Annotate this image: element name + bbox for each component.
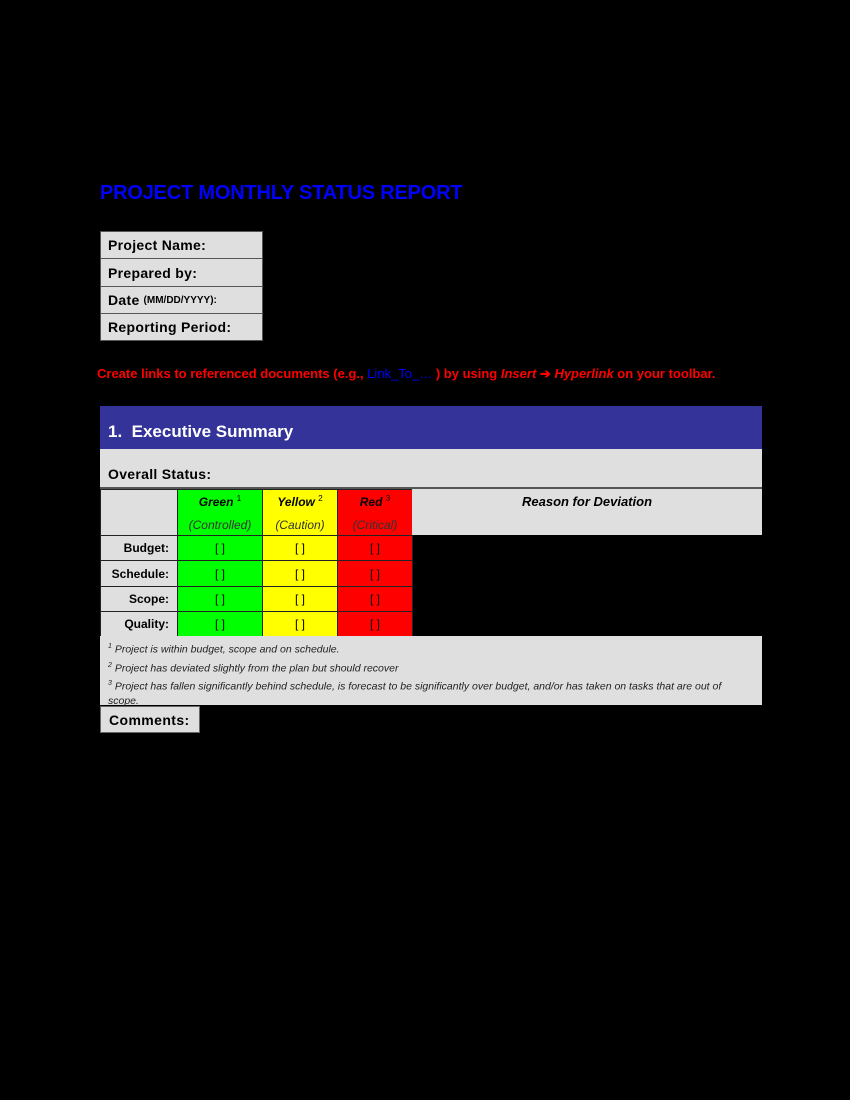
column-subtitle: (Caution) [275,518,325,532]
page-title: PROJECT MONTHLY STATUS REPORT [100,182,463,204]
footnote-number: 1 [108,643,112,650]
section-header-executive-summary [100,406,762,449]
hyperlink-instruction [97,366,716,382]
column-name: Yellow [277,495,315,509]
hyperlink-menu-ref: Hyperlink [554,366,614,381]
row-label-schedule: Schedule: [100,560,178,587]
prepared-by-label [100,258,263,287]
field-label: Reporting Period: [108,319,232,335]
instruction-text: on your toolbar. [613,366,716,381]
footnote-3 [108,677,754,708]
footnote-number: 2 [108,661,112,669]
arrow-right-icon: ➔ [539,366,551,381]
footnote-1 [108,640,754,657]
scope-green-checkbox[interactable]: [ ] [177,586,263,612]
column-subtitle: (Critical) [352,518,398,532]
footnote-text: Project is within budget, scope and on schedule. [114,643,340,656]
footnote-number: 3 [108,680,112,687]
footnote-ref: 3 [385,494,391,503]
column-name: Red [359,495,383,509]
column-header-yellow [262,489,338,536]
reason-for-deviation-header: Reason for Deviation [412,489,762,535]
column-subtitle: (Controlled) [188,518,252,532]
scope-yellow-checkbox[interactable]: [ ] [262,586,338,612]
instruction-text: ) by using [432,366,501,381]
row-label-budget: Budget: [100,535,178,561]
reporting-period-label [100,313,263,341]
overall-status-label: Overall Status: [100,449,762,489]
row-label-quality: Quality: [100,611,178,637]
comments-label: Comments: [100,706,200,733]
schedule-green-checkbox[interactable]: [ ] [177,560,263,587]
schedule-red-checkbox[interactable]: [ ] [337,560,413,587]
column-name: Green [198,495,234,509]
example-link[interactable]: Link_To_… [367,366,433,381]
footnote-2 [108,659,754,676]
quality-green-checkbox[interactable]: [ ] [177,611,263,637]
status-footnotes [100,636,762,705]
scope-red-checkbox[interactable]: [ ] [337,586,413,612]
field-label: Project Name: [108,237,207,253]
quality-yellow-checkbox[interactable]: [ ] [262,611,338,637]
section-number: 1. [108,422,123,441]
instruction-text: Create links to referenced documents (e.g., [97,366,368,381]
section-title: Executive Summary [131,422,294,441]
schedule-yellow-checkbox[interactable]: [ ] [262,560,338,587]
footnote-ref: 2 [318,494,323,503]
project-name-label [100,231,263,259]
insert-menu-ref: Insert [500,366,537,381]
status-table-corner [100,489,178,536]
budget-green-checkbox[interactable]: [ ] [177,535,263,561]
budget-yellow-checkbox[interactable]: [ ] [262,535,338,561]
footnote-text: Project has deviated slightly from the plan but should recover [114,662,399,674]
budget-red-checkbox[interactable]: [ ] [337,535,413,561]
date-format-hint: (MM/DD/YYYY): [143,294,217,306]
column-header-red [337,489,413,536]
row-label-scope: Scope: [100,586,178,612]
field-label: Prepared by: [108,264,198,281]
quality-red-checkbox[interactable]: [ ] [337,611,413,637]
footnote-text: Project has fallen significantly behind schedule, is forecast to be significantly over budget, and/or has taken on tasks that are out of scope. [108,680,722,707]
footnote-ref: 1 [236,494,242,503]
field-label: Date [108,292,140,308]
column-header-green [177,489,263,536]
date-label [100,286,263,314]
